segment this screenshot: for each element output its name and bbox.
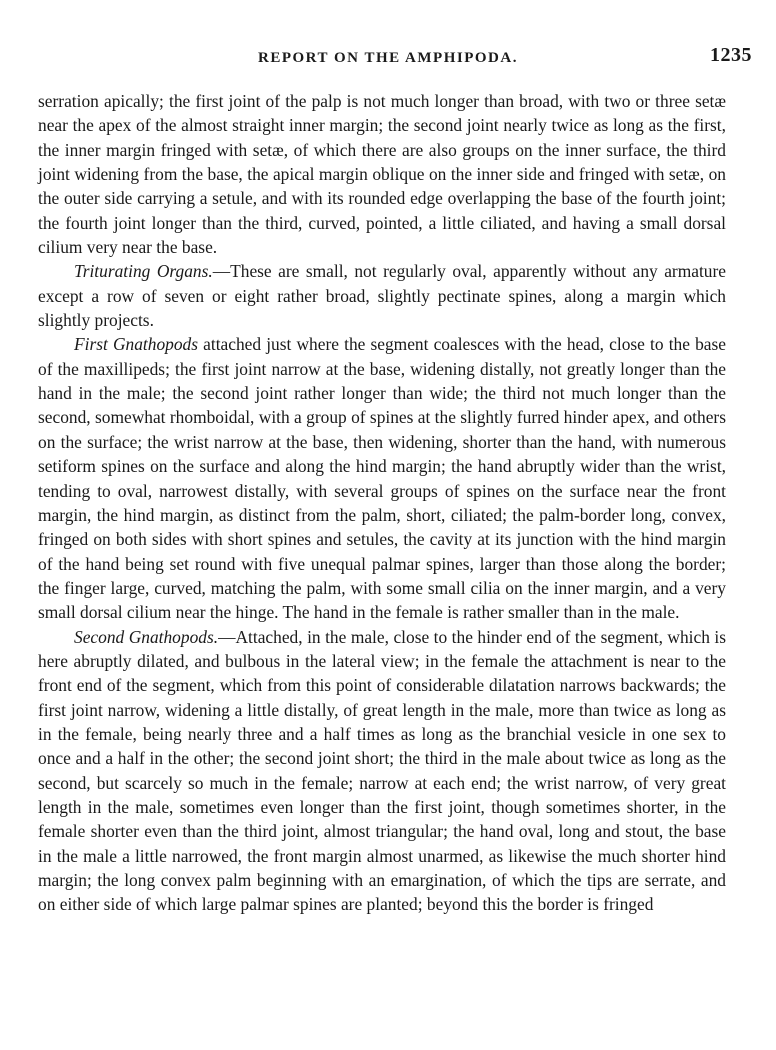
section-heading: Second Gnathopods. [74, 626, 219, 647]
running-head [38, 44, 752, 74]
paragraph-text: —These are small, not regularly oval, apparently without any armature except a row of seven or eight rather broad, slightly pectinate spines, along a margin which slightly projects. [38, 261, 726, 331]
paragraph-text: serration apically; the first joint of the palp is not much longer than broad, with two or three setæ near the apex of the almost straight inner margin; the second joint nearly twice as long as the first, the inner margin fringed with setæ, of which there are also groups on the inner surface, the third joint widening from the base, the apical margin oblique on the inner side and fringed with setæ, on the outer side carrying a setule, and with its rounded edge overlapping the base of the fourth joint; the fourth joint longer than the third, curved, pointed, a little ciliated, and having a small dorsal cilium very near the base. [38, 91, 726, 258]
running-title: REPORT ON THE AMPHIPODA. [258, 50, 518, 66]
paragraph-triturating-organs [38, 259, 726, 332]
paragraph-first-gnathopods [38, 332, 726, 624]
section-heading: First Gnathopods [74, 334, 198, 355]
page-number: 1235 [710, 44, 752, 66]
paragraph-palp [38, 89, 726, 259]
paragraph-text: attached just where the segment coalesces with the head, close to the base of the maxillipeds; the first joint narrow at the base, widening distally, not greatly longer than the hand in the male; the second joint rather longer than wide; the third not much longer than the second, somewhat rhomboidal, with a group of spines at the slightly furred hinder apex, and others on the surface; the wrist narrow at the base, then widening, shorter than the hand, with numerous setiform spines on the surface and along the hind margin; the hand abruptly wider than the wrist, tending to oval, narrowest distally, with several groups of spines on the surface near the front margin, the hind margin, as distinct from the palm, short, ciliated; the palm-border long, convex, fringed on both sides with short spines and setules, the cavity at its junction with the hind margin of the hand being set round with five unequal palmar spines, larger than those along the border; the finger large, curved, matching the palm, with some small cilia on the inner margin, and a very small dorsal cilium near the hinge. The hand in the female is rather smaller than in the male. [38, 334, 726, 623]
section-heading: Triturating Organs. [74, 261, 213, 282]
paragraph-second-gnathopods [38, 625, 726, 917]
paragraph-text: —Attached, in the male, close to the hinder end of the segment, which is here abruptly dilated, and bulbous in the lateral view; in the female the attachment is near to the front end of the segment, which from this point of considerable dilatation narrows backwards; the first joint narrow, widening a little distally, of great length in the male, more than twice as long as in the female, being nearly three and a half times as long as the branchial vesicle in one sex to once and a half in the other; the second joint short; the third in the male about twice as long as the second, but scarcely so much in the female; narrow at each end; the wrist narrow, of very great length in the male, sometimes even longer than the first joint, though sometimes shorter, in the female shorter even than the third joint, almost triangular; the hand oval, long and stout, the base in the male a little narrowed, the front margin almost unarmed, as likewise the much shorter hind margin; the long convex palm beginning with an emargination, of which the tips are serrate, and on either side of which large palmar spines are planted; beyond this the border is fringed [38, 626, 726, 915]
body-text [38, 89, 726, 917]
